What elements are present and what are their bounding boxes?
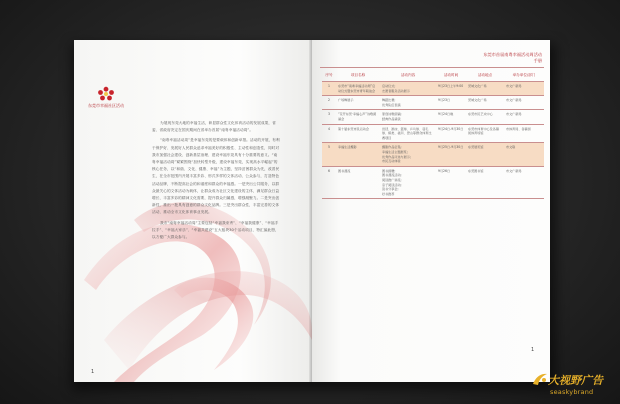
table-cell: 东莞市民艺术中心 bbox=[466, 110, 504, 124]
table-cell: 5 bbox=[322, 143, 336, 166]
table-cell: 6 bbox=[322, 166, 336, 199]
table-cell: “花开东莞·幸福心声”诗歌朗诵会 bbox=[336, 110, 380, 124]
intro-paragraph: “南粤幸福活动周”是幸福东莞的是要载体和创新举措。活动的开展，有利于保护好、发展好人民群众追求幸福美好的积极性、主动性和创造性，同时对我市加强社会建设、创新基层治理、建设幸福东莞具有十分重要的意义。“南粤幸福活动周”紧紧围绕“加快转型升级，建设幸福东莞，实现高水平崛起”的核心任务，以“和谐、文化、健康、幸福”为主题，坚持贫困群众为先，改善民生，在全市范围内开展丰富多彩、形式多样的文体活动、公众参与，打造特色活动品牌，不断提高社会的和谐度和群众的幸福感。一是突出公共服务，以群众最关心的文体活动为载体，让群众成为社区文化建设的主体，满足群众日益增长、丰富多彩的精神文化需要，提升群众归属感，增强凝聚力。二是突出创新性，推出一批具有创意的群众文化品牌。三是突出群众性，丰富完善的文体活动，推动全市文化体育事业发展。 bbox=[152, 138, 280, 215]
table-cell: 图书漂流 bbox=[336, 166, 380, 199]
table-cell: 市文广新局 bbox=[504, 82, 544, 96]
table-cell: 9月24日晚 bbox=[436, 110, 466, 124]
swoosh-logo-icon bbox=[532, 372, 548, 386]
table-row bbox=[322, 124, 544, 143]
table-cell: 2 bbox=[322, 96, 336, 110]
table-cell: 莞城文化广场 bbox=[466, 96, 504, 110]
left-page-number: 1 bbox=[91, 369, 95, 375]
handbook-title: 东莞市首届南粤幸福活动周活动手册 bbox=[483, 52, 542, 63]
table-cell: 市文广新局 bbox=[504, 96, 544, 110]
table-cell: 市体育局、各镇街 bbox=[504, 124, 544, 143]
table-header-row bbox=[322, 69, 544, 82]
intro-text bbox=[152, 120, 280, 244]
table-cell: 东莞市体育中心及各镇街体育场馆 bbox=[466, 124, 504, 143]
left-page bbox=[74, 40, 312, 382]
table-cell: 原创诗歌朗诵; 经典作品诵读 bbox=[380, 110, 436, 124]
table-cell: 3 bbox=[322, 110, 336, 124]
table-cell: 4 bbox=[322, 124, 336, 143]
table-cell: 9月25日-9月30日 bbox=[436, 143, 466, 166]
activity-schedule-table bbox=[322, 69, 544, 199]
table-row bbox=[322, 110, 544, 124]
right-page-number: 1 bbox=[531, 347, 535, 353]
table-cell: 1 bbox=[322, 82, 336, 96]
brand-watermark bbox=[530, 371, 618, 401]
table-cell: 9月23日上午9:00 bbox=[436, 82, 466, 96]
watermark-english: seaskybrand bbox=[550, 388, 594, 396]
table-cell: 东莞市“南粤幸福活动周”启动仪式暨东莞市青年联谊会 bbox=[336, 82, 380, 96]
right-page bbox=[312, 40, 550, 382]
table-cell: 东莞图书馆 bbox=[466, 166, 504, 199]
table-row bbox=[322, 143, 544, 166]
table-cell: 莞城文化广场 bbox=[466, 82, 504, 96]
column-header: 序号 bbox=[322, 69, 336, 82]
table-cell: 舞蹈比赛; 优秀队伍表演 bbox=[380, 96, 436, 110]
table-cell: 第十届东莞市民运动会 bbox=[336, 124, 380, 143]
column-header: 活动时间 bbox=[436, 69, 466, 82]
logo-text: 东莞市幸福社区活动 bbox=[88, 103, 124, 108]
table-cell: 广场舞展示 bbox=[336, 96, 380, 110]
column-header: 举办单位/部门 bbox=[504, 69, 544, 82]
table-cell: 图书捐赠; 图书漂流活动; 阅读推广讲座; 亲子阅读活动; 读书分享会; 好书推荐 bbox=[380, 166, 436, 199]
table-cell: 市文联 bbox=[504, 143, 544, 166]
table-row bbox=[322, 96, 544, 110]
flower-logo-icon bbox=[96, 86, 116, 102]
table-cell: 市文广新局 bbox=[504, 166, 544, 199]
intro-paragraph: 为展现东莞大地的幸福生活，彰显群众性文化体育活动的发展成果，省委、省政府决定在国庆期间在省举办首届“南粤幸福活动周”。 bbox=[152, 121, 276, 133]
table-cell: 9月24日-9月30日 bbox=[436, 124, 466, 143]
table-cell: 幸福生活摄影 bbox=[336, 143, 380, 166]
table-cell: 启动仪式; 志愿者服务活动展示 bbox=[380, 82, 436, 96]
table-cell: 田径、游泳、篮球、乒乓球、羽毛球、棋类、拔河、登山等群众体育比赛项目 bbox=[380, 124, 436, 143]
header-divider bbox=[320, 67, 544, 68]
table-cell: 9月23日 bbox=[436, 96, 466, 110]
column-header: 活动地点 bbox=[466, 69, 504, 82]
table-cell: 东莞展览馆 bbox=[466, 143, 504, 166]
table-row bbox=[322, 166, 544, 199]
brand-logo bbox=[86, 86, 126, 109]
table-cell: 市文广新局 bbox=[504, 110, 544, 124]
watermark-chinese: 大视野广告 bbox=[548, 374, 603, 387]
table-cell: 摄影作品征集; 幸福生活主题展览; 优秀作品评选与展示; 市民互动体验 bbox=[380, 143, 436, 166]
intro-paragraph: 我市“南粤幸福活动周”主要包括“幸福我来秀”、“幸福我健康”、“幸福手拉手”、“幸福大家乐”、“幸福共建设”五大板块30个活动项目，特汇编此册，以方便广大群众参与。 bbox=[152, 220, 279, 240]
column-header: 项目名称 bbox=[336, 69, 380, 82]
column-header: 活动内容 bbox=[380, 69, 436, 82]
table-cell: 9月26日 bbox=[436, 166, 466, 199]
table-row bbox=[322, 82, 544, 96]
